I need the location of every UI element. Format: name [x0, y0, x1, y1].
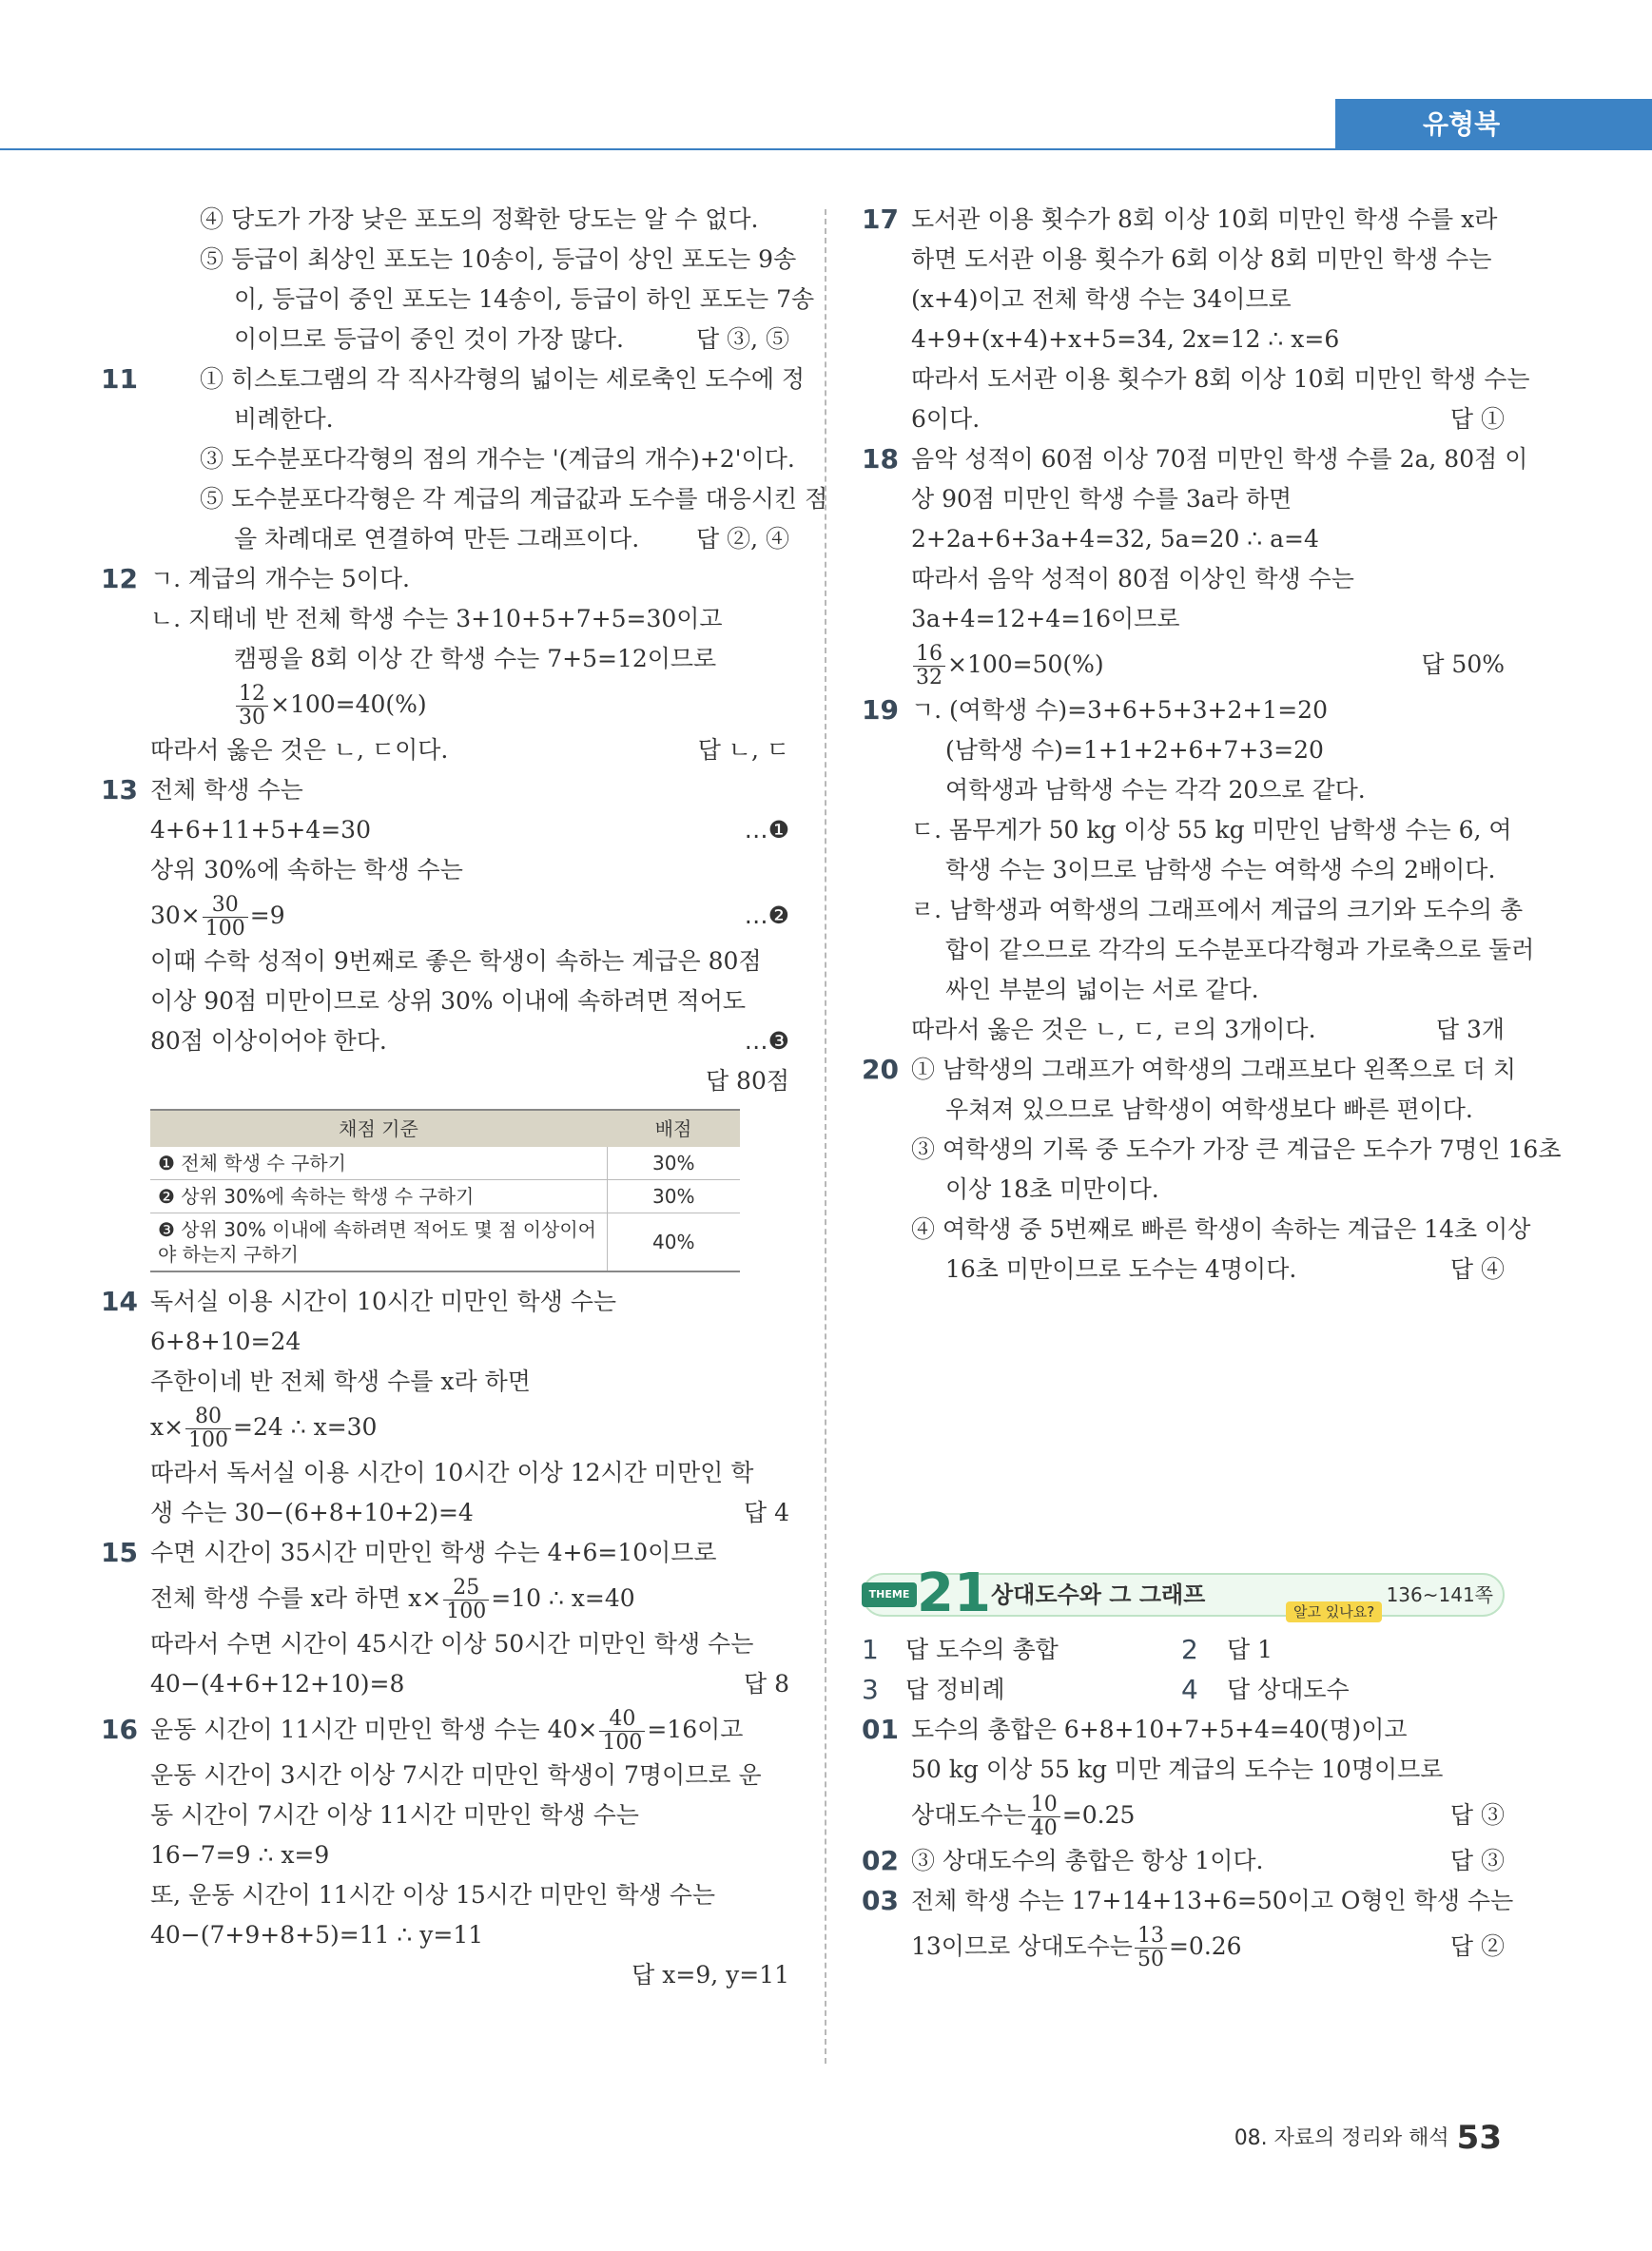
quick-answers	[862, 1670, 1505, 1710]
answer: 답 3개	[1435, 1016, 1505, 1043]
text-line: 합이 같으므로 각각의 도수분포다각형과 가로축으로 둘러	[945, 936, 1535, 963]
table-row: ❶ 전체 학생 수 구하기 30%	[150, 1147, 740, 1180]
text-line: 40−(7+9+8+5)=11 ∴ y=11	[150, 1921, 484, 1949]
step-marker: …❶	[744, 816, 789, 844]
text-line: 캠핑을 8회 이상 간 학생 수는 7+5=12이므로	[234, 645, 717, 672]
problem-17: 17 도서관 이용 횟수가 8회 이상 10회 미만인 학생 수를 x라	[862, 200, 1505, 240]
text-line: 생 수는 30−(6+8+10+2)=4 답 4	[150, 1493, 789, 1533]
formula-line: 상대도수는 $\frac{10}{40}$ =0.25 답 ③	[862, 1790, 1505, 1841]
text-line	[150, 1061, 789, 1101]
fraction: $\frac{25}{100}$	[443, 1577, 489, 1623]
answer: 답 ②	[1449, 1932, 1505, 1960]
answer: 답 ③, ⑤	[696, 325, 789, 353]
text-line: 학생 수는 3이므로 남학생 수는 여학생 수의 2배이다.	[945, 856, 1496, 883]
answer: 답 정비례	[905, 1676, 1005, 1703]
problem-18: 18 음악 성적이 60점 이상 70점 미만인 학생 수를 2a, 80점 이	[862, 439, 1505, 479]
table-row: ❸ 상위 30% 이내에 속하려면 적어도 몇 점 이상이어야 하는지 구하기 40%	[150, 1213, 740, 1272]
problem-01: 01 도수의 총합은 6+8+10+7+5+4=40(명)이고	[862, 1710, 1505, 1750]
problem-16: 16 운동 시간이 11시간 미만인 학생 수는 40× $\frac{40}{100}$ =16이고	[150, 1704, 789, 1756]
text-line: ③ 도수분포다각형의 점의 개수는 '(계급의 개수)+2'이다.	[200, 445, 795, 473]
text-line: 6이다. 답 ①	[862, 399, 1505, 439]
fraction: $\frac{10}{40}$	[1028, 1794, 1060, 1840]
text-line: 따라서 옳은 것은 ㄴ, ㄷ이다. 답 ㄴ, ㄷ	[150, 730, 789, 770]
theme-header	[862, 1562, 1505, 1624]
text-line: 상 90점 미만인 학생 수를 3a라 하면	[911, 485, 1292, 513]
text-line: ③ 여학생의 기록 중 도수가 가장 큰 계급은 도수가 7명인 16초	[911, 1135, 1562, 1163]
text-line: ⑤ 도수분포다각형은 각 계급의 계급값과 도수를 대응시킨 점	[200, 485, 828, 513]
text-line: 50 kg 이상 55 kg 미만 계급의 도수는 10명이므로	[911, 1756, 1444, 1783]
problem-number: 2	[1181, 1634, 1198, 1665]
problem-number: 03	[862, 1885, 899, 1916]
text-line: 하면 도서관 이용 횟수가 6회 이상 8회 미만인 학생 수는	[911, 245, 1492, 273]
problem-number: 18	[862, 443, 899, 475]
step-marker: …❷	[744, 902, 789, 929]
text-line: 따라서 옳은 것은 ㄴ, ㄷ, ㄹ의 3개이다. 답 3개	[862, 1010, 1505, 1050]
text-line: ㄷ. 몸무게가 50 kg 이상 55 kg 미만인 남학생 수는 6, 여	[911, 816, 1512, 844]
problem-03: 03 전체 학생 수는 17+14+13+6=50이고 O형인 학생 수는	[862, 1881, 1505, 1921]
text-line: 이상 18초 미만이다.	[945, 1175, 1159, 1203]
answer: 답 ②, ④	[696, 525, 789, 553]
text-line: 따라서 도서관 이용 횟수가 8회 이상 10회 미만인 학생 수는	[911, 365, 1530, 393]
text-line: ⑤ 등급이 최상인 포도는 10송이, 등급이 상인 포도는 9송	[200, 245, 797, 273]
text-line: 우쳐져 있으므로 남학생이 여학생보다 빠른 편이다.	[945, 1096, 1473, 1123]
text-line: ㄹ. 남학생과 여학생의 그래프에서 계급의 크기와 도수의 총	[911, 896, 1524, 923]
text-line: 이이므로 등급이 중인 것이 가장 많다. 답 ③, ⑤	[150, 320, 789, 359]
answer: 답 ④	[1449, 1255, 1505, 1283]
text-line: 비례한다.	[234, 405, 334, 433]
grading-table	[150, 1109, 740, 1272]
problem-11: 11 ① 히스토그램의 각 직사각형의 넓이는 세로축인 도수에 정	[150, 359, 789, 399]
formula-line: 전체 학생 수를 x라 하면 x× $\frac{25}{100}$ =10 ∴ x=40	[150, 1576, 635, 1623]
problem-number: 14	[101, 1286, 138, 1317]
text-line: 주한이네 반 전체 학생 수를 x라 하면	[150, 1368, 531, 1395]
answer: 답 ①	[1449, 405, 1505, 433]
problem-20: 20 ① 남학생의 그래프가 여학생의 그래프보다 왼쪽으로 더 치	[862, 1050, 1505, 1090]
problem-number: 16	[101, 1714, 138, 1745]
problem-number: 4	[1181, 1674, 1198, 1705]
text-line: 2+2a+6+3a+4=32, 5a=20 ∴ a=4	[911, 525, 1319, 553]
answer: 답 x=9, y=11	[632, 1961, 789, 1989]
problem-number: 1	[862, 1634, 879, 1665]
problem-number: 02	[862, 1845, 899, 1876]
answer: 답 도수의 총합	[905, 1636, 1059, 1663]
table-header: 배점	[607, 1110, 740, 1147]
formula-line: x× $\frac{80}{100}$ =24 ∴ x=30	[150, 1405, 378, 1452]
text-line: (남학생 수)=1+1+2+6+7+3=20	[945, 736, 1324, 764]
text-line: 을 차례대로 연결하여 만든 그래프이다. 답 ②, ④	[150, 519, 789, 559]
problem-number: 11	[101, 363, 138, 395]
right-column	[862, 200, 1562, 1972]
text-line: 상위 30%에 속하는 학생 수는	[150, 856, 463, 883]
text-line: 따라서 수면 시간이 45시간 이상 50시간 미만인 학생 수는	[150, 1630, 754, 1658]
theme-badge: THEME	[862, 1582, 917, 1607]
text-line: 운동 시간이 3시간 이상 7시간 미만인 학생이 7명이므로 운	[150, 1761, 762, 1789]
problem-number: 17	[862, 204, 899, 235]
problem-19: 19 ㄱ. (여학생 수)=3+6+5+3+2+1=20	[862, 690, 1505, 730]
text-line	[150, 1955, 789, 1995]
formula-line: 13이므로 상대도수는 $\frac{13}{50}$ =0.26 답 ②	[862, 1921, 1505, 1972]
problem-13: 13 전체 학생 수는	[150, 770, 789, 810]
problem-number: 20	[862, 1054, 899, 1085]
text-line: 4+6+11+5+4=30 …❶	[150, 810, 789, 850]
text-line: ㄴ. 지태네 반 전체 학생 수는 3+10+5+7+5=30이고	[150, 605, 723, 632]
answer: 답 1	[1227, 1636, 1273, 1663]
text-line: (x+4)이고 전체 학생 수는 34이므로	[911, 285, 1292, 313]
problem-number: 15	[101, 1537, 138, 1568]
text-line: 3a+4=12+4=16이므로	[911, 605, 1180, 632]
text-line: ④ 여학생 중 5번째로 빠른 학생이 속하는 계급은 14초 이상	[911, 1215, 1531, 1243]
left-column	[101, 200, 828, 1995]
problem-15: 15 수면 시간이 35시간 미만인 학생 수는 4+6=10이므로	[150, 1533, 789, 1573]
problem-number: 12	[101, 563, 138, 594]
answer: 답 ㄴ, ㄷ	[697, 736, 789, 764]
text-line: 이, 등급이 중인 포도는 14송이, 등급이 하인 포도는 7송	[234, 285, 815, 313]
answer: 답 상대도수	[1227, 1676, 1350, 1703]
text-line: 16초 미만이므로 도수는 4명이다. 답 ④	[862, 1250, 1505, 1290]
formula-line: $\frac{12}{30}$ ×100=40(%)	[150, 679, 789, 730]
page-number: 53	[1456, 2119, 1502, 2157]
page-footer	[1234, 2119, 1502, 2157]
problem-12: 12 ㄱ. 계급의 개수는 5이다.	[150, 559, 789, 599]
text-line: 40−(4+6+12+10)=8 답 8	[150, 1664, 789, 1704]
problem-number: 3	[862, 1674, 879, 1705]
fraction: $\frac{40}{100}$	[599, 1708, 645, 1755]
fraction: $\frac{16}{32}$	[913, 643, 945, 689]
problem-number: 19	[862, 694, 899, 726]
text-line: 이상 90점 미만이므로 상위 30% 이내에 속하려면 적어도	[150, 987, 747, 1015]
quick-answers	[862, 1630, 1505, 1670]
theme-pages: 136~141쪽	[1386, 1583, 1493, 1606]
text-line: 또, 운동 시간이 11시간 이상 15시간 미만인 학생 수는	[150, 1881, 715, 1909]
text-line: 따라서 음악 성적이 80점 이상인 학생 수는	[911, 565, 1354, 592]
step-marker: …❸	[744, 1027, 789, 1055]
text-line: 80점 이상이어야 한다. …❸	[150, 1021, 789, 1061]
text-line: 6+8+10=24	[150, 1328, 301, 1355]
answer: 답 ③	[1449, 1847, 1505, 1874]
theme-title: 상대도수와 그 그래프	[991, 1582, 1206, 1608]
problem-number: 01	[862, 1714, 899, 1745]
fraction: $\frac{30}{100}$	[203, 894, 248, 941]
fraction: $\frac{13}{50}$	[1135, 1925, 1167, 1971]
problem-number: 13	[101, 774, 138, 805]
chapter-title: 08. 자료의 정리와 해석	[1234, 2126, 1449, 2150]
problem-14: 14 독서실 이용 시간이 10시간 미만인 학생 수는	[150, 1282, 789, 1322]
answer: 답 50%	[1421, 650, 1505, 678]
answer: 답 8	[743, 1670, 789, 1698]
fraction: $\frac{12}{30}$	[236, 683, 268, 729]
spacer	[862, 1290, 1505, 1558]
table-header: 채점 기준	[150, 1110, 607, 1147]
answer: 답 80점	[705, 1067, 789, 1095]
text-line: 따라서 독서실 이용 시간이 10시간 이상 12시간 미만인 학	[150, 1459, 754, 1486]
answer: 답 ③	[1449, 1801, 1505, 1829]
fraction: $\frac{80}{100}$	[185, 1406, 231, 1452]
know-badge: 알고 있나요?	[1286, 1601, 1382, 1622]
formula-line: 30× $\frac{30}{100}$ =9 …❷	[150, 890, 789, 941]
text-line: 싸인 부분의 넓이는 서로 같다.	[945, 976, 1259, 1003]
text-line: 동 시간이 7시간 이상 11시간 미만인 학생 수는	[150, 1801, 639, 1829]
table-row: ❷ 상위 30%에 속하는 학생 수 구하기 30%	[150, 1180, 740, 1213]
formula-line: $\frac{16}{32}$ ×100=50(%) 답 50%	[862, 639, 1505, 690]
text-line: 이때 수학 성적이 9번째로 좋은 학생이 속하는 계급은 80점	[150, 947, 762, 975]
text-line: ④ 당도가 가장 낮은 포도의 정확한 당도는 알 수 없다.	[200, 205, 759, 233]
answer: 답 4	[743, 1499, 789, 1526]
section-tab: 유형북	[1335, 99, 1652, 150]
text-line: 4+9+(x+4)+x+5=34, 2x=12 ∴ x=6	[911, 325, 1340, 353]
text-line: 여학생과 남학생 수는 각각 20으로 같다.	[945, 776, 1366, 804]
theme-number: 21	[917, 1562, 991, 1624]
problem-02: 02 ③ 상대도수의 총합은 항상 1이다. 답 ③	[862, 1841, 1505, 1881]
text-line: 16−7=9 ∴ x=9	[150, 1841, 330, 1869]
